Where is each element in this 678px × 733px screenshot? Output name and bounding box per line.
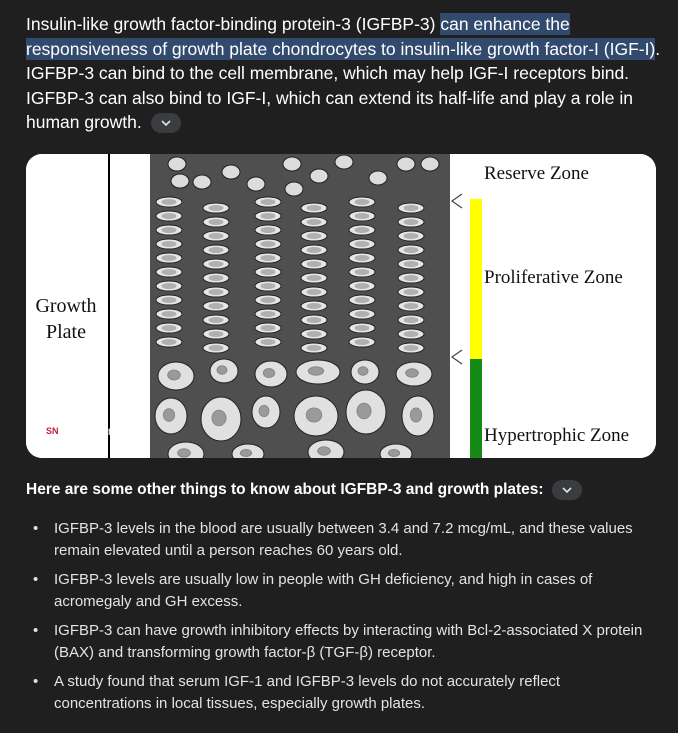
intro-paragraph bbox=[26, 12, 662, 135]
chondrocyte-cell bbox=[318, 447, 331, 455]
chondrocyte-cell bbox=[162, 326, 176, 331]
chondrocyte-cell bbox=[209, 234, 223, 239]
chondrocyte-cell bbox=[283, 157, 301, 171]
chondrocyte-cell bbox=[307, 234, 321, 239]
subheading-text: Here are some other things to know about IGFBP-3 and growth plates: bbox=[26, 481, 544, 498]
plate-label: Plate bbox=[46, 321, 86, 343]
chondrocyte-cell bbox=[209, 332, 223, 337]
chondrocyte-cell bbox=[162, 298, 176, 303]
chondrocyte-cell bbox=[209, 318, 223, 323]
chondrocyte-cell bbox=[404, 248, 418, 253]
chondrocyte-cell bbox=[261, 228, 275, 233]
chondrocyte-cell bbox=[404, 276, 418, 281]
chondrocyte-cell bbox=[162, 242, 176, 247]
chondrocyte-cell bbox=[285, 182, 303, 196]
chondrocyte-cell bbox=[217, 366, 227, 374]
chondrocyte-cell bbox=[310, 169, 328, 183]
chondrocyte-cell bbox=[193, 175, 211, 189]
chondrocyte-cell bbox=[261, 284, 275, 289]
chondrocyte-cell bbox=[162, 200, 176, 205]
chondrocyte-cell bbox=[404, 206, 418, 211]
chondrocyte-cell bbox=[306, 408, 321, 422]
chondrocyte-cell bbox=[308, 367, 323, 375]
chondrocyte-cell bbox=[261, 340, 275, 345]
chondrocyte-cell bbox=[209, 290, 223, 295]
chondrocyte-cell bbox=[209, 346, 223, 351]
chondrocyte-cell bbox=[162, 340, 176, 345]
intro-highlight: can enhance the responsiveness of growth plate chondrocytes to insulin-like growth factor-I (IGF-I) bbox=[26, 14, 656, 59]
chondrocyte-cell bbox=[162, 256, 176, 261]
chondrocyte-cell bbox=[259, 405, 269, 416]
chondrocyte-cell bbox=[355, 270, 369, 275]
bullet-icon: • bbox=[33, 520, 39, 537]
chondrocyte-cell bbox=[357, 403, 371, 418]
chondrocyte-cell bbox=[358, 367, 368, 375]
intro-text-before: Insulin-like growth factor-binding protein-3 (IGFBP-3) bbox=[26, 14, 441, 34]
chondrocyte-cell bbox=[209, 248, 223, 253]
expand-subheading-sources-button[interactable] bbox=[552, 480, 582, 500]
chondrocyte-cell bbox=[209, 206, 223, 211]
source-badge[interactable] bbox=[44, 424, 134, 438]
chondrocyte-cell bbox=[410, 408, 421, 422]
chondrocyte-cell bbox=[355, 312, 369, 317]
chondrocyte-cell bbox=[307, 206, 321, 211]
chondrocyte-cell bbox=[261, 200, 275, 205]
chondrocyte-cell bbox=[209, 304, 223, 309]
chondrocyte-cell bbox=[307, 290, 321, 295]
chondrocyte-cell bbox=[261, 242, 275, 247]
chondrocyte-cell bbox=[355, 340, 369, 345]
springer-logo: SN bbox=[46, 425, 59, 436]
chondrocyte-cell bbox=[404, 332, 418, 337]
fact-list bbox=[26, 518, 656, 722]
chondrocyte-cell bbox=[307, 318, 321, 323]
chondrocyte-cell bbox=[388, 450, 399, 457]
chondrocyte-cell bbox=[261, 256, 275, 261]
chondrocyte-cell bbox=[222, 165, 240, 179]
chondrocyte-cell bbox=[355, 228, 369, 233]
chondrocyte-cell bbox=[261, 312, 275, 317]
chondrocyte-cell bbox=[404, 262, 418, 267]
chondrocyte-cell bbox=[404, 290, 418, 295]
chondrocyte-cell bbox=[307, 346, 321, 351]
chondrocyte-cell bbox=[178, 449, 191, 457]
chondrocyte-cell bbox=[355, 242, 369, 247]
chondrocyte-cell bbox=[307, 248, 321, 253]
chondrocyte-cell bbox=[307, 276, 321, 281]
chondrocyte-cell bbox=[162, 270, 176, 275]
proliferative-bar bbox=[470, 199, 482, 359]
chondrocyte-cell bbox=[404, 220, 418, 225]
list-item: • IGFBP-3 levels in the blood are usually between 3.4 and 7.2 mcg/mL, and these values remain elevated until a person reaches 60 years old. bbox=[33, 520, 633, 559]
list-item: • A study found that serum IGF-1 and IGFBP-3 levels do not accurately reflect concentrations in local tissues, especially growth plates. bbox=[33, 673, 561, 712]
chondrocyte-cell bbox=[397, 157, 415, 171]
chondrocyte-cell bbox=[355, 200, 369, 205]
chondrocyte-cell bbox=[355, 256, 369, 261]
chondrocyte-cell bbox=[404, 304, 418, 309]
chondrocyte-cell bbox=[162, 228, 176, 233]
chondrocyte-cell bbox=[212, 410, 226, 425]
list-item: • IGFBP-3 levels are usually low in people with GH deficiency, and high in cases of acromegaly and GH excess. bbox=[33, 571, 593, 610]
chondrocyte-cell bbox=[406, 369, 419, 377]
chondrocyte-cell bbox=[404, 318, 418, 323]
chondrocyte-cell bbox=[307, 262, 321, 267]
hypertrophic-zone-label: Hypertrophic Zone bbox=[484, 425, 630, 446]
bullet-icon: • bbox=[33, 622, 39, 639]
chondrocyte-cell bbox=[307, 304, 321, 309]
chondrocyte-cell bbox=[209, 262, 223, 267]
growth-plate-figure[interactable] bbox=[26, 154, 656, 458]
chondrocyte-cell bbox=[307, 332, 321, 337]
growth-plate-diagram bbox=[26, 154, 656, 458]
expand-sources-button[interactable] bbox=[151, 113, 181, 133]
chondrocyte-cell bbox=[168, 157, 186, 171]
bullet-icon: • bbox=[33, 673, 39, 690]
list-item: • IGFBP-3 can have growth inhibitory effects by interacting with Bcl-2-associated X protein (BAX) and transforming growth factor-β (TGF-β) receptor. bbox=[33, 622, 643, 661]
chondrocyte-cell bbox=[209, 276, 223, 281]
reserve-zone-label: Reserve Zone bbox=[484, 163, 589, 184]
chondrocyte-cell bbox=[261, 270, 275, 275]
subheading bbox=[26, 479, 662, 501]
chondrocyte-cell bbox=[261, 326, 275, 331]
chondrocyte-cell bbox=[162, 214, 176, 219]
chondrocyte-cell bbox=[163, 409, 174, 422]
source-name: SpringerLink bbox=[66, 424, 134, 438]
chondrocyte-cell bbox=[369, 171, 387, 185]
chondrocyte-cell bbox=[209, 220, 223, 225]
chondrocyte-cell bbox=[162, 312, 176, 317]
chondrocyte-cell bbox=[404, 346, 418, 351]
chondrocyte-cell bbox=[168, 370, 181, 380]
chevron-down-icon bbox=[561, 484, 573, 496]
chondrocyte-cell bbox=[404, 234, 418, 239]
chondrocyte-cell bbox=[335, 155, 353, 169]
chondrocyte-cell bbox=[421, 157, 439, 171]
chondrocyte-cell bbox=[355, 214, 369, 219]
chondrocyte-cell bbox=[247, 177, 265, 191]
chondrocyte-cell bbox=[240, 450, 251, 457]
chondrocyte-cell bbox=[171, 174, 189, 188]
bullet-icon: • bbox=[33, 571, 39, 588]
growth-label: Growth bbox=[35, 295, 97, 317]
chondrocyte-cell bbox=[261, 298, 275, 303]
chondrocyte-cell bbox=[307, 220, 321, 225]
intro-text-after: . IGFBP-3 can bind to the cell membrane, which may help IGF-I receptors bind. IGFBP-3 can also bind to IGF-I, which can extend its half-life and play a role in human growth. bbox=[26, 38, 661, 132]
chondrocyte-cell bbox=[355, 326, 369, 331]
chondrocyte-cell bbox=[263, 368, 274, 377]
proliferative-zone-label: Proliferative Zone bbox=[484, 267, 623, 288]
hypertrophic-bar bbox=[470, 359, 482, 458]
chondrocyte-cell bbox=[355, 298, 369, 303]
chondrocyte-cell bbox=[261, 214, 275, 219]
chondrocyte-cell bbox=[162, 284, 176, 289]
chondrocyte-cell bbox=[355, 284, 369, 289]
chevron-down-icon bbox=[160, 117, 172, 129]
